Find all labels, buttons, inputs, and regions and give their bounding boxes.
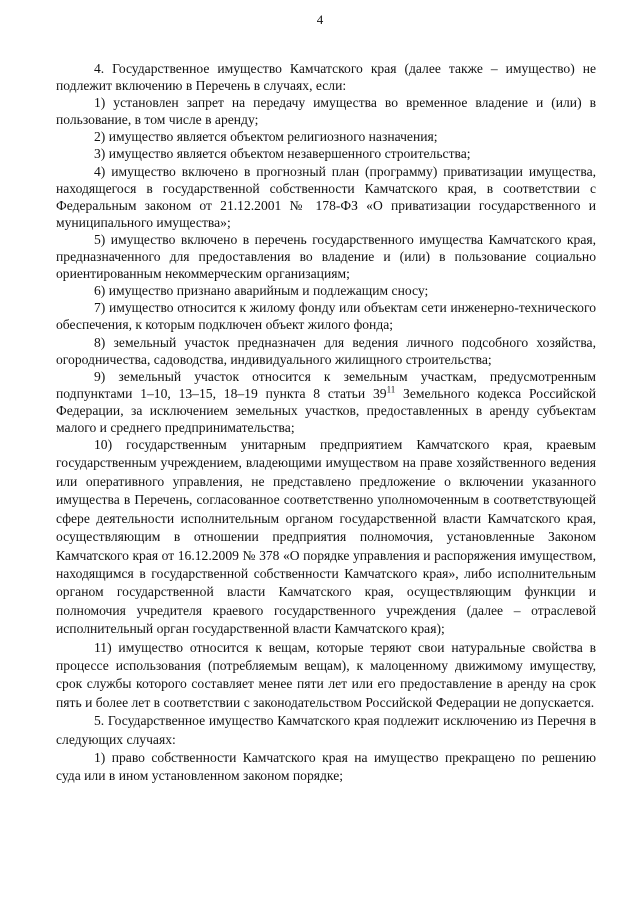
paragraph-4-item-3: 3) имущество является объектом незавершенного строительства; [94,146,471,162]
paragraph-4-item-4: 4) имущество включено в прогнозный план (программу) приватизации имущества, находящегося в государственной собственности Камчатского края, в соответствии с Федеральным законом от 21.12.2001 № 178-ФЗ «О приватизации государственного и муниципального имущества»; [56,163,596,230]
paragraph-4-item-9-text: 9) земельный участок относится к земельным участкам, предусмотренным подпунктами 1–10, 13–15, 18–19 пункта 8 статьи 39 [56,368,596,401]
paragraph-4-item-6: 6) имущество признано аварийным и подлежащим сносу; [94,283,429,299]
paragraph-4-item-11: 11) имущество относится к вещам, которые теряют свои натуральные свойства в процессе использования (потребляемым вещам), к малоценному движимому имуществу, срок службы которого составляет менее пяти лет или его предоставление в аренду на срок пять и более лет в соответствии с законодательством Российской Федерации не допускается. [56,639,596,710]
paragraph-4: 4. Государственное имущество Камчатского края (далее также – имущество) не подлежит включению в Перечень в случаях, если: [56,61,596,94]
paragraph-5: 5. Государственное имущество Камчатского края подлежит исключению из Перечня в следующих случаях: [56,713,596,747]
paragraph-4-item-10: 10) государственным унитарным предприятием Камчатского края, краевым государственным учреждением, владеющими имуществом на праве хозяйственного ведения или оперативного управления, не представлено предложение о включении указанного имущества в Перечень, согласованное соответственно уполномоченным в соответствующей сфере деятельности исполнительным органом государственной власти Камчатского края, осуществляющим в отношении предприятия полномочия, установленные Законом Камчатского края от 16.12.2009 № 378 «О порядке управления и распоряжения имуществом, находящимся в государственной собственности Камчатского края», либо исполнительным органом государственной власти Камчатского края, осуществляющим функции и полномочия учредителя краевого государственного учреждения (далее – отраслевой исполнительный орган государственной власти Камчатского края); [56,437,596,637]
paragraph-4-item-1: 1) установлен запрет на передачу имущества во временное владение и (или) в пользование, в том числе в аренду; [56,95,596,128]
paragraph-4-item-7: 7) имущество относится к жилому фонду или объектам сети инженерно-технического обеспечения, к которым подключен объект жилого фонда; [56,300,596,333]
paragraph-4-item-2: 2) имущество является объектом религиозного назначения; [94,129,438,145]
paragraph-4-item-9 [56,368,596,436]
paragraph-4-item-9-text-end: Земельного кодекса Российской Федерации, за исключением земельных участков, предоставленных в аренду субъектам малого и среднего предпринимательства; [56,385,596,435]
paragraph-4-item-8: 8) земельный участок предназначен для ведения личного подсобного хозяйства, огородничества, садоводства, индивидуального жилищного строительства; [56,334,596,367]
document-body [56,60,596,786]
article-superscript: 11 [386,384,396,395]
paragraph-5-item-1: 1) право собственности Камчатского края на имущество прекращено по решению суда или в ином установленном законом порядке; [56,749,596,784]
paragraph-4-item-5: 5) имущество включено в перечень государственного имущества Камчатского края, предназначенного для предоставления во владение и (или) в пользование социально ориентированным некоммерческим организациям; [56,231,596,282]
page-number: 4 [316,12,324,27]
